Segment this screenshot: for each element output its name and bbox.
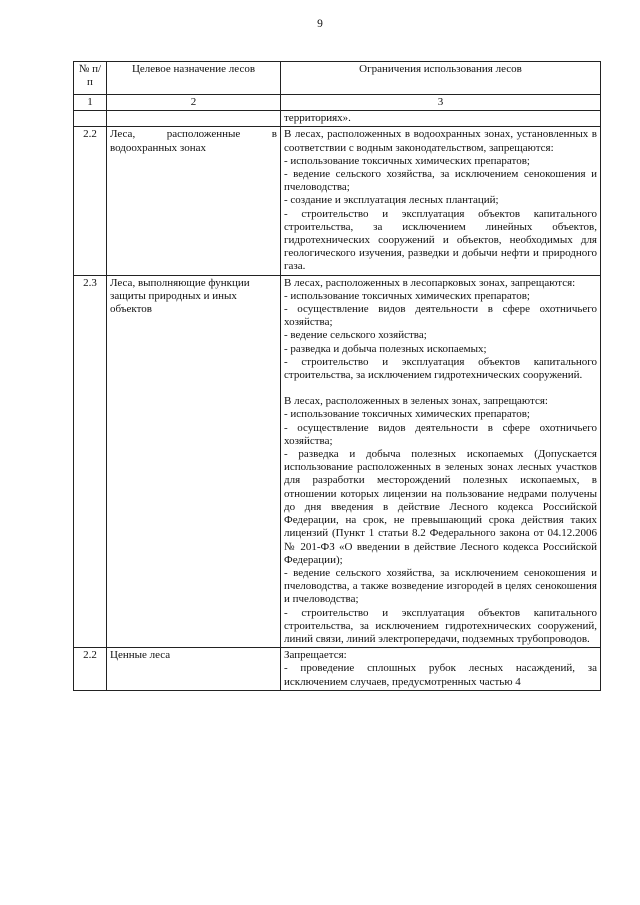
restriction-line: - ведение сельского хозяйства; [284,329,427,342]
restriction-line: - ведение сельского хозяйства, за исключением сенокошения и пчеловодства; [284,168,597,194]
restriction-line: - разведка и добыча полезных ископаемых; [284,342,487,355]
table-header-row [74,62,601,95]
row-number: 2.2 [74,648,107,691]
restriction-line: - строительство и эксплуатация объектов капитального строительства, за исключением гидротехнических сооружений, линий связи, линий электропередачи, подземных трубопроводов. [284,606,597,645]
table-row [74,275,601,647]
restriction-line: территориях». [284,112,351,125]
restriction-line: - использование токсичных химических препаратов; [284,289,530,302]
restriction-line: В лесах, расположенных в водоохранных зонах, установленных в соответствии с водным законодательством, запрещаются: [284,128,597,154]
column-number: 2 [107,95,281,111]
restriction-line: - строительство и эксплуатация объектов капитального строительства, за исключением линейных объектов, гидротехнических сооружений и объектов, необходимых для геологического изучения, разведки и добычи нефти и природного газа. [284,207,597,273]
row-purpose: Леса, выполняющие функции защиты природных и иных объектов [107,275,281,647]
table-row [74,648,601,691]
restriction-line: - проведение сплошных рубок лесных насаждений, за исключением случаев, предусмотренных частью 4 [284,662,597,688]
row-purpose [107,111,281,127]
row-number [74,111,107,127]
restriction-line: - разведка и добыча полезных ископаемых (Допускается использование расположенных в зеленых зонах лесных участков для разработки месторождений полезных ископаемых, в отношении которых лицензии на пользование недрами получены до дня введения в действие Лесного кодекса Российской Федерации, на срок, не превышающий срока действия таких лицензий (Пункт 1 статьи 8.2 Федерального закона от 04.12.2006 № 201-ФЗ «О введении в действие Лесного кодекса Российской Федерации); [284,448,597,566]
restriction-line: - создание и эксплуатация лесных плантаций; [284,194,499,207]
paragraph-gap [284,382,597,395]
restriction-line: - использование токсичных химических препаратов; [284,154,530,167]
restriction-line: - осуществление видов деятельности в сфере охотничьего хозяйства; [284,303,597,329]
row-restrictions [281,127,601,275]
restriction-line: - осуществление видов деятельности в сфере охотничьего хозяйства; [284,421,597,447]
row-restrictions [281,275,601,647]
table-row [74,127,601,275]
restriction-line: В лесах, расположенных в зеленых зонах, запрещаются: [284,395,548,408]
restriction-line: - строительство и эксплуатация объектов капитального строительства, за исключением гидротехнических сооружений. [284,355,597,382]
restriction-line: - использование токсичных химических препаратов; [284,408,530,421]
row-number: 2.2 [74,127,107,275]
header-restrictions: Ограничения использования лесов [281,62,601,95]
table-row [74,111,601,127]
header-purpose: Целевое назначение лесов [107,62,281,95]
row-purpose: Леса, расположенные в водоохранных зонах [107,127,281,275]
restriction-line: В лесах, расположенных в лесопарковых зонах, запрещаются: [284,276,576,289]
restriction-line: - ведение сельского хозяйства, за исключением сенокошения и пчеловодства, а также возведение изгородей в целях сенокошения и пчеловодства; [284,566,597,606]
restriction-line: Запрещается: [284,649,347,662]
page-number: 9 [317,18,323,30]
column-number: 1 [74,95,107,111]
forest-restrictions-table [73,61,601,691]
row-restrictions [281,111,601,127]
header-number: № п/п [74,62,107,95]
row-purpose: Ценные леса [107,648,281,691]
column-number: 3 [281,95,601,111]
row-number: 2.3 [74,275,107,647]
column-number-row [74,95,601,111]
row-restrictions [281,648,601,691]
